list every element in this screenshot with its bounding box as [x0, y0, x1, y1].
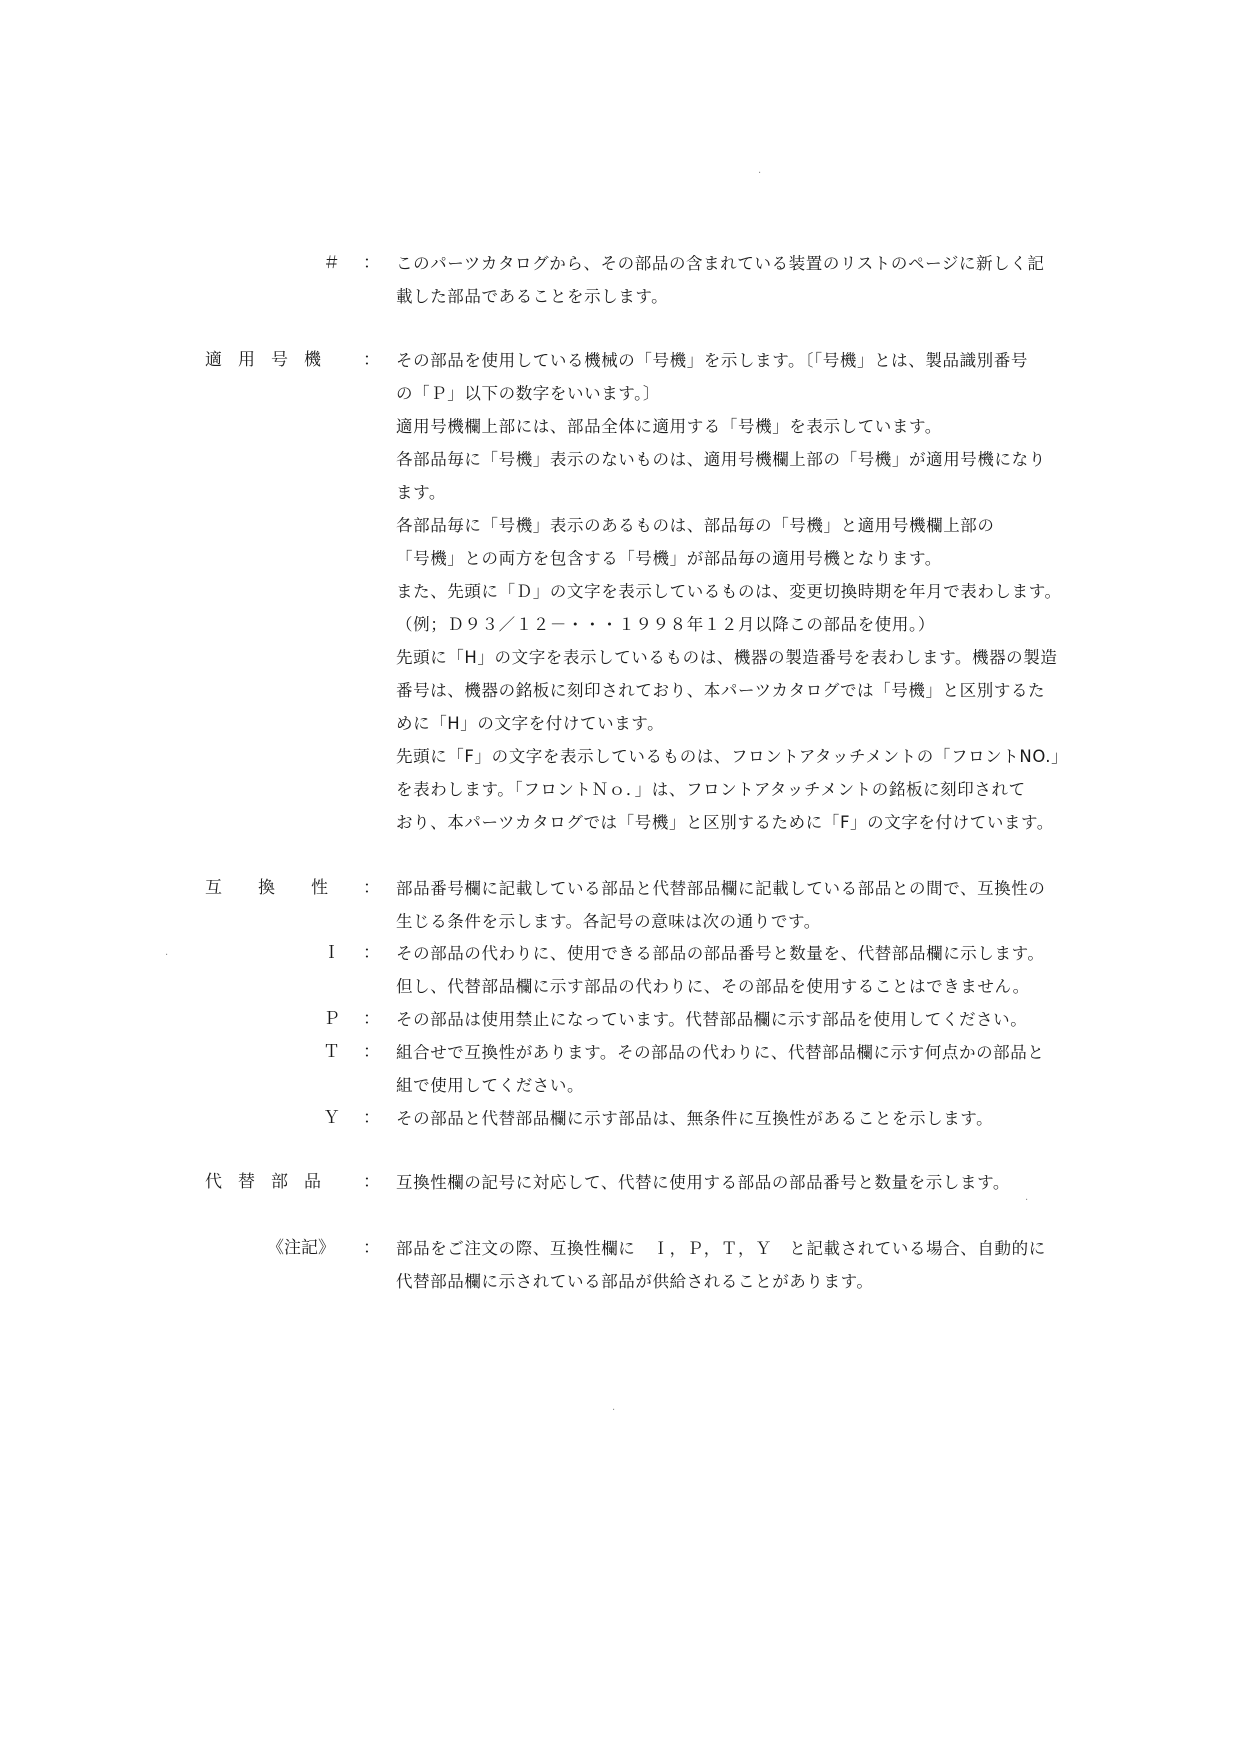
desc-line: 適用号機欄上部には、部品全体に適用する「号機」を表示しています。 — [396, 417, 942, 436]
term-note: 《注記》 — [267, 1238, 335, 1258]
description — [396, 1036, 1136, 1102]
desc-line: その部品は使用禁止になっています。代替部品欄に示す部品を使用してください。 — [396, 1010, 1028, 1029]
colon: ： — [363, 253, 380, 273]
desc-line: めに「H」の文字を付けています。 — [396, 714, 665, 733]
scan-speck: · — [612, 1405, 616, 1416]
desc-line: の「Ｐ」以下の数字をいいます。〕 — [396, 384, 661, 403]
description — [396, 1102, 1136, 1135]
desc-line: 先頭に「H」の文字を表示しているものは、機器の製造番号を表わします。機器の製造 — [396, 648, 1058, 667]
code-label: Ｉ — [323, 943, 340, 963]
desc-line: また、先頭に「Ｄ」の文字を表示しているものは、変更切換時期を年月で表わします。 — [396, 582, 1062, 601]
description — [396, 1003, 1136, 1036]
desc-line: おり、本パーツカタログでは「号機」と区別するために「F」の文字を付けています。 — [396, 813, 1054, 832]
colon: ： — [363, 1042, 380, 1062]
desc-line: 組で使用してください。 — [396, 1076, 585, 1095]
desc-line: 先頭に「F」の文字を表示しているものは、フロントアタッチメントの「フロントNO.」 — [396, 747, 1069, 766]
description — [396, 872, 1136, 938]
desc-line: （例；Ｄ９３／１２－・・・１９９８年１２月以降この部品を使用。） — [396, 615, 935, 634]
desc-line: 番号は、機器の銘板に刻印されており、本パーツカタログでは「号機」と区別するた — [396, 681, 1046, 700]
description — [396, 344, 1136, 839]
description — [396, 247, 1136, 313]
term-hash: ＃ — [323, 253, 340, 273]
colon: ： — [363, 1009, 380, 1029]
desc-line: 各部品毎に「号機」表示のあるものは、部品毎の「号機」と適用号機欄上部の — [396, 516, 995, 535]
term-interchangeability: 互換性 — [205, 878, 364, 898]
colon: ： — [363, 1238, 380, 1258]
colon: ： — [363, 1108, 380, 1128]
colon: ： — [363, 350, 380, 370]
desc-line: 部品番号欄に記載している部品と代替部品欄に記載している部品との間で、互換性の — [396, 879, 1046, 898]
description — [396, 1232, 1136, 1298]
desc-line: その部品と代替部品欄に示す部品は、無条件に互換性があることを示します。 — [396, 1109, 994, 1128]
description — [396, 937, 1136, 1003]
desc-line: 但し、代替部品欄に示す部品の代わりに、その部品を使用することはできません。 — [396, 977, 1030, 996]
desc-line: 代替部品欄に示されている部品が供給されることがあります。 — [396, 1272, 874, 1291]
desc-line: 互換性欄の記号に対応して、代替に使用する部品の部品番号と数量を示します。 — [396, 1173, 1010, 1192]
colon: ： — [363, 943, 380, 963]
code-label: Ｙ — [323, 1108, 340, 1128]
desc-line: 部品をご注文の際、互換性欄に Ｉ，Ｐ，Ｔ，Ｙ と記載されている場合、自動的に — [396, 1239, 1046, 1258]
desc-line: 「号機」との両方を包含する「号機」が部品毎の適用号機となります。 — [396, 549, 942, 568]
desc-line: このパーツカタログから、その部品の含まれている装置のリストのページに新しく記 — [396, 254, 1045, 273]
desc-line: を表わします。「フロントＮｏ．」は、フロントアタッチメントの銘板に刻印されて — [396, 780, 1026, 799]
scan-speck: · — [758, 168, 762, 179]
desc-line: その部品を使用している機械の「号機」を示します。〔「号機」とは、製品識別番号 — [396, 351, 1028, 370]
desc-line: 各部品毎に「号機」表示のないものは、適用号機欄上部の「号機」が適用号機になり — [396, 450, 1046, 469]
code-label: Ｐ — [323, 1009, 340, 1029]
term-substitute-parts: 代替部品 — [205, 1172, 337, 1192]
code-label: Ｔ — [323, 1042, 340, 1062]
desc-line: ます。 — [396, 483, 446, 502]
desc-line: その部品の代わりに、使用できる部品の部品番号と数量を、代替部品欄に示します。 — [396, 944, 1045, 963]
desc-line: 載した部品であることを示します。 — [396, 287, 669, 306]
desc-line: 生じる条件を示します。各記号の意味は次の通りです。 — [396, 912, 821, 931]
colon: ： — [363, 878, 380, 898]
desc-line: 組合せで互換性があります。その部品の代わりに、代替部品欄に示す何点かの部品と — [396, 1043, 1045, 1062]
term-applicable-serial: 適用号機 — [205, 350, 337, 370]
scan-speck: · — [1025, 1195, 1029, 1206]
colon: ： — [363, 1172, 380, 1192]
scan-speck: · — [165, 950, 169, 961]
